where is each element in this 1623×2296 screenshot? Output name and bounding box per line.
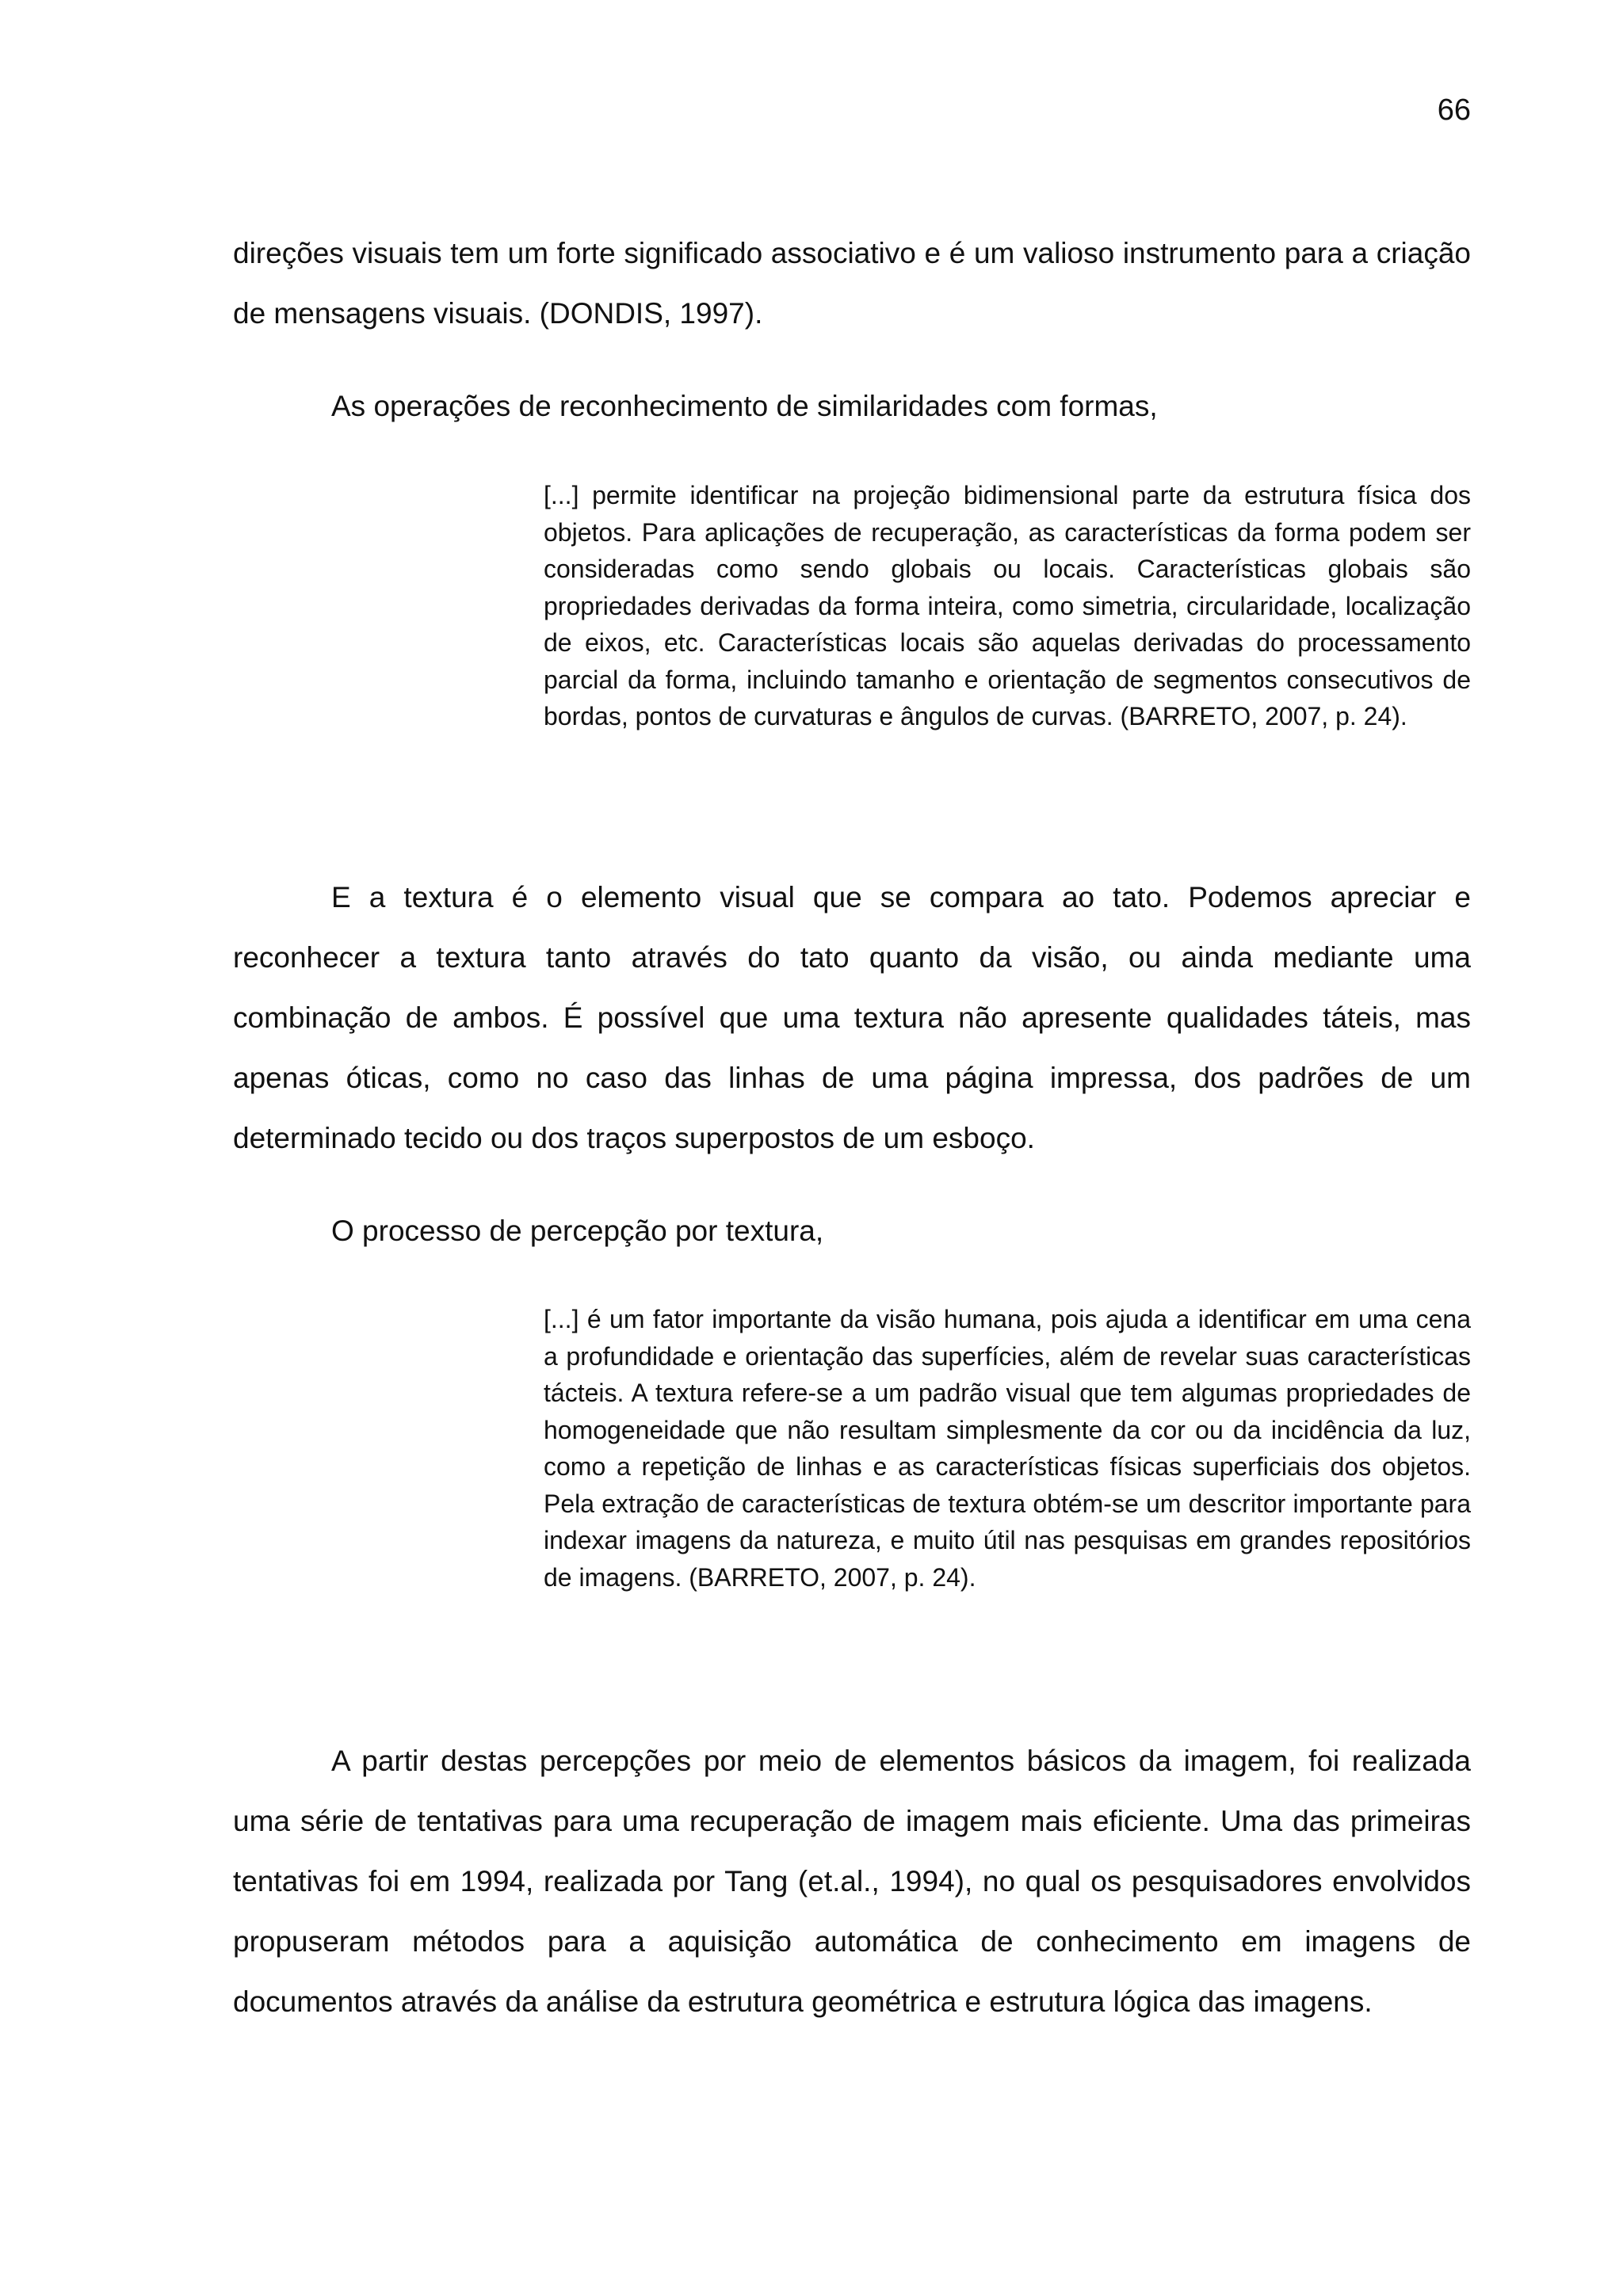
paragraph-texture: E a textura é o elemento visual que se compara ao tato. Podemos apreciar e reconhecer a textura tanto através do tato quanto da visão, ou ainda mediante uma combinação de ambos. É possível que uma textura não apresente qualidades táteis, mas apenas óticas, como no caso das linhas de uma página impressa, dos padrões de um determinado tecido ou dos traços superpostos de um esboço. bbox=[233, 881, 1471, 1154]
block-quote-shape: [...] permite identificar na projeção bidimensional parte da estrutura física dos objetos. Para aplicações de recuperação, as características da forma podem ser consideradas como sendo globais ou locais. Características globais são propriedades derivadas da forma inteira, como simetria, circularidade, localização de eixos, etc. Características locais são aquelas derivadas do processamento parcial da forma, incluindo tamanho e orientação de segmentos consecutivos de bordas, pontos de curvaturas e ângulos de curvas. (BARRETO, 2007, p. 24). bbox=[544, 481, 1471, 730]
page-number: 66 bbox=[1437, 93, 1471, 127]
paragraph-retrieval-attempts: A partir destas percepções por meio de elementos básicos da imagem, foi realizada uma série de tentativas para uma recuperação de imagem mais eficiente. Uma das primeiras tentativas foi em 1994, realizada por Tang (et.al., 1994), no qual os pesquisadores envolvidos propuseram métodos para a aquisição automática de conhecimento em imagens de documentos através da análise da estrutura geométrica e estrutura lógica das imagens. bbox=[233, 1745, 1471, 2018]
block-quote-texture: [...] é um fator importante da visão humana, pois ajuda a identificar em uma cena a profundidade e orientação das superfícies, além de revelar suas características tácteis. A textura refere-se a um padrão visual que tem algumas propriedades de homogeneidade que não resultam simplesmente da cor ou da incidência da luz, como a repetição de linhas e as características físicas superficiais dos objetos. Pela extração de características de textura obtém-se um descritor importante para indexar imagens da natureza, e muito útil nas pesquisas em grandes repositórios de imagens. (BARRETO, 2007, p. 24). bbox=[544, 1305, 1471, 1592]
paragraph-continuation: direções visuais tem um forte significado associativo e é um valioso instrumento para a criação de mensagens visuais. (DONDIS, 1997). bbox=[233, 237, 1471, 330]
paragraph-texture-intro: O processo de percepção por textura, bbox=[331, 1215, 824, 1247]
paragraph-shape-intro: As operações de reconhecimento de similaridades com formas, bbox=[331, 390, 1158, 422]
